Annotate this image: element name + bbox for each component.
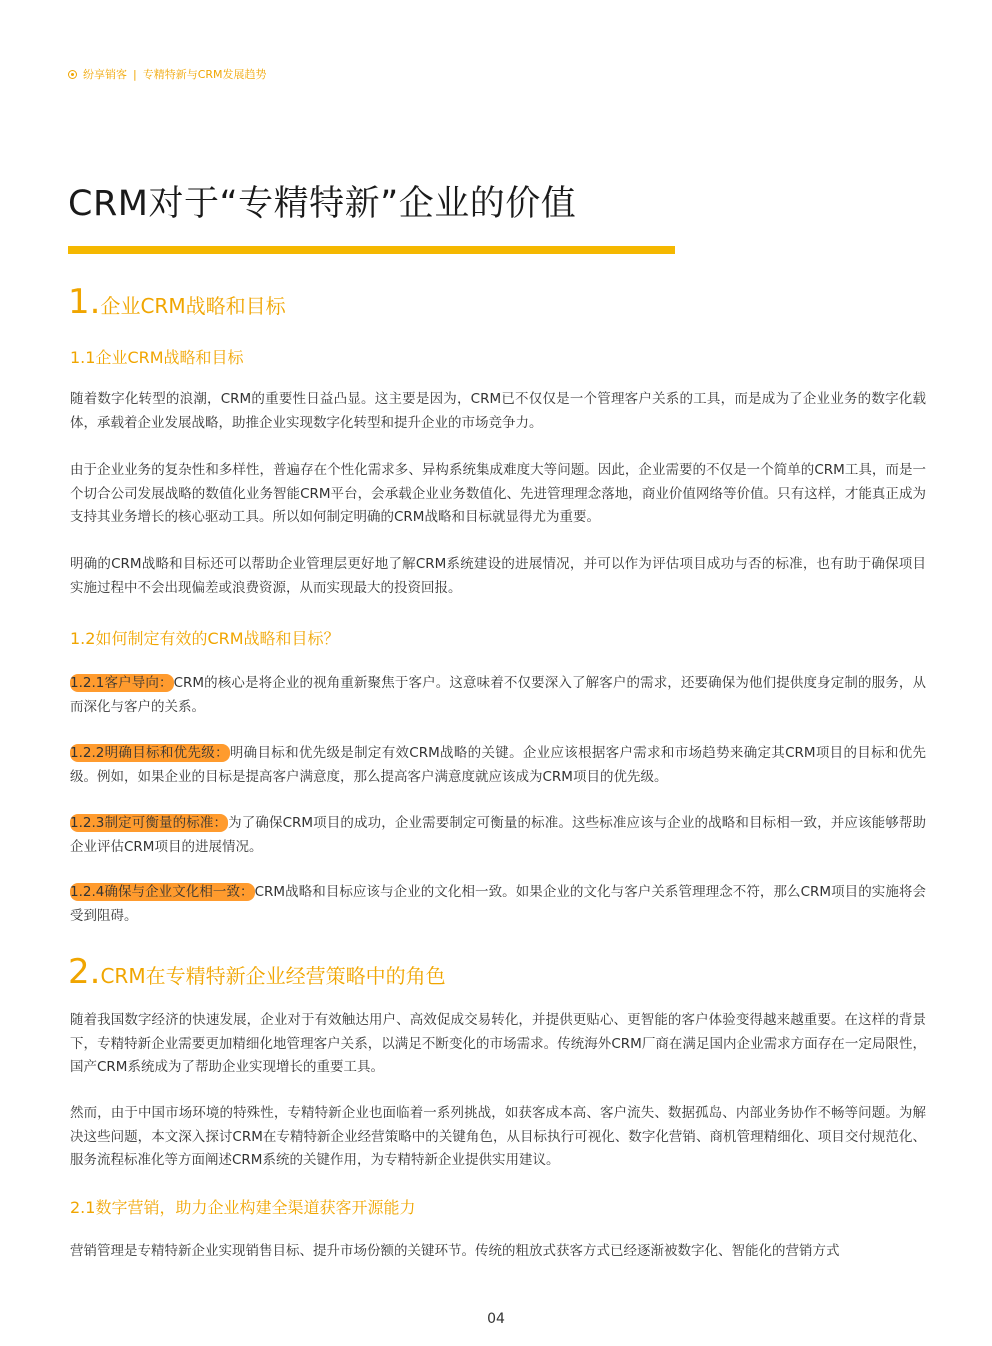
highlighted-label: 1.2.3制定可衡量的标准： <box>70 815 228 831</box>
list-item-1-2-2 <box>70 742 926 789</box>
header-separator: | <box>133 67 137 81</box>
section-2-title: CRM在专精特新企业经营策略中的角色 <box>100 964 446 988</box>
subsection-1-1-heading: 1.1企业CRM战略和目标 <box>70 348 244 367</box>
list-item-text: 为了确保CRM项目的成功，企业需要制定可衡量的标准。这些标准应该与企业的战略和目标相一致，并应该能够帮助企业评估CRM项目的进展情况。 <box>70 815 927 855</box>
section-2-number: 2. <box>68 952 101 992</box>
paragraph-2-b: 然而，由于中国市场环境的特殊性，专精特新企业也面临着一系列挑战，如获客成本高、客户流失、数据孤岛、内部业务协作不畅等问题。为解决这些问题，本文深入探讨CRM在专精特新企业经营策略中的关键角色，从目标执行可视化、数字化营销、商机管理精细化、项目交付规范化、服务流程标准化等方面阐述CRM系统的关键作用，为专精特新企业提供实用建议。 <box>70 1105 926 1168</box>
title-underline-bar <box>68 246 675 254</box>
section-1-title: 企业CRM战略和目标 <box>100 294 286 318</box>
highlighted-label: 1.2.1客户导向： <box>70 675 173 691</box>
brand-name: 纷享销客 <box>83 68 127 81</box>
list-item-1-2-3 <box>70 812 926 859</box>
paragraph-1-1-c: 明确的CRM战略和目标还可以帮助企业管理层更好地了解CRM系统建设的进展情况，并可以作为评估项目成功与否的标准，也有助于确保项目实施过程中不会出现偏差或浪费资源，从而实现最大的投资回报。 <box>70 556 926 596</box>
list-item-text: 明确目标和优先级是制定有效CRM战略的关键。企业应该根据客户需求和市场趋势来确定其CRM项目的目标和优先级。例如，如果企业的目标是提高客户满意度，那么提高客户满意度就应该成为CRM项目的优先级。 <box>70 745 926 785</box>
header-section-name: 专精特新与CRM发展趋势 <box>142 68 267 81</box>
highlighted-label: 1.2.2明确目标和优先级： <box>70 745 229 761</box>
paragraph-1-1-a: 随着数字化转型的浪潮，CRM的重要性日益凸显。这主要是因为，CRM已不仅仅是一个管理客户关系的工具，而是成为了企业业务的数字化载体，承载着企业发展战略，助推企业实现数字化转型和提升企业的市场竞争力。 <box>70 391 926 431</box>
paragraph-2-1-a: 营销管理是专精特新企业实现销售目标、提升市场份额的关键环节。传统的粗放式获客方式已经逐渐被数字化、智能化的营销方式 <box>70 1243 840 1259</box>
page-header <box>68 66 267 82</box>
list-item-1-2-4 <box>70 881 926 928</box>
subsection-1-2-heading: 1.2如何制定有效的CRM战略和目标？ <box>70 629 340 648</box>
page-number: 04 <box>487 1311 505 1327</box>
list-item-1-2-1 <box>70 672 926 719</box>
brand-logo-icon <box>68 70 77 79</box>
subsection-2-1-heading: 2.1数字营销，助力企业构建全渠道获客开源能力 <box>70 1198 416 1217</box>
paragraph-1-1-b: 由于企业业务的复杂性和多样性，普遍存在个性化需求多、异构系统集成难度大等问题。因此，企业需要的不仅是一个简单的CRM工具，而是一个切合公司发展战略的数值化业务智能CRM平台，会承载企业业务数值化、先进管理理念落地，商业价值网络等价值。只有这样，才能真正成为支持其业务增长的核心驱动工具。所以如何制定明确的CRM战略和目标就显得尤为重要。 <box>70 462 926 525</box>
list-item-text: CRM战略和目标应该与企业的文化相一致。如果企业的文化与客户关系管理理念不符，那么CRM项目的实施将会受到阻碍。 <box>70 884 926 924</box>
paragraph-2-a: 随着我国数字经济的快速发展，企业对于有效触达用户、高效促成交易转化，并提供更贴心、更智能的客户体验变得越来越重要。在这样的背景下，专精特新企业需要更加精细化地管理客户关系，以满足不断变化的市场需求。传统海外CRM厂商在满足国内企业需求方面存在一定局限性，国产CRM系统成为了帮助企业实现增长的重要工具。 <box>70 1012 926 1075</box>
page-title: CRM对于“专精特新”企业的价值 <box>68 184 577 224</box>
highlighted-label: 1.2.4确保与企业文化相一致： <box>70 884 254 900</box>
section-2-heading <box>68 952 446 992</box>
section-1-heading <box>68 282 286 322</box>
list-item-text: CRM的核心是将企业的视角重新聚焦于客户。这意味着不仅要深入了解客户的需求，还要确保为他们提供度身定制的服务，从而深化与客户的关系。 <box>70 675 927 715</box>
section-1-number: 1. <box>68 282 101 322</box>
